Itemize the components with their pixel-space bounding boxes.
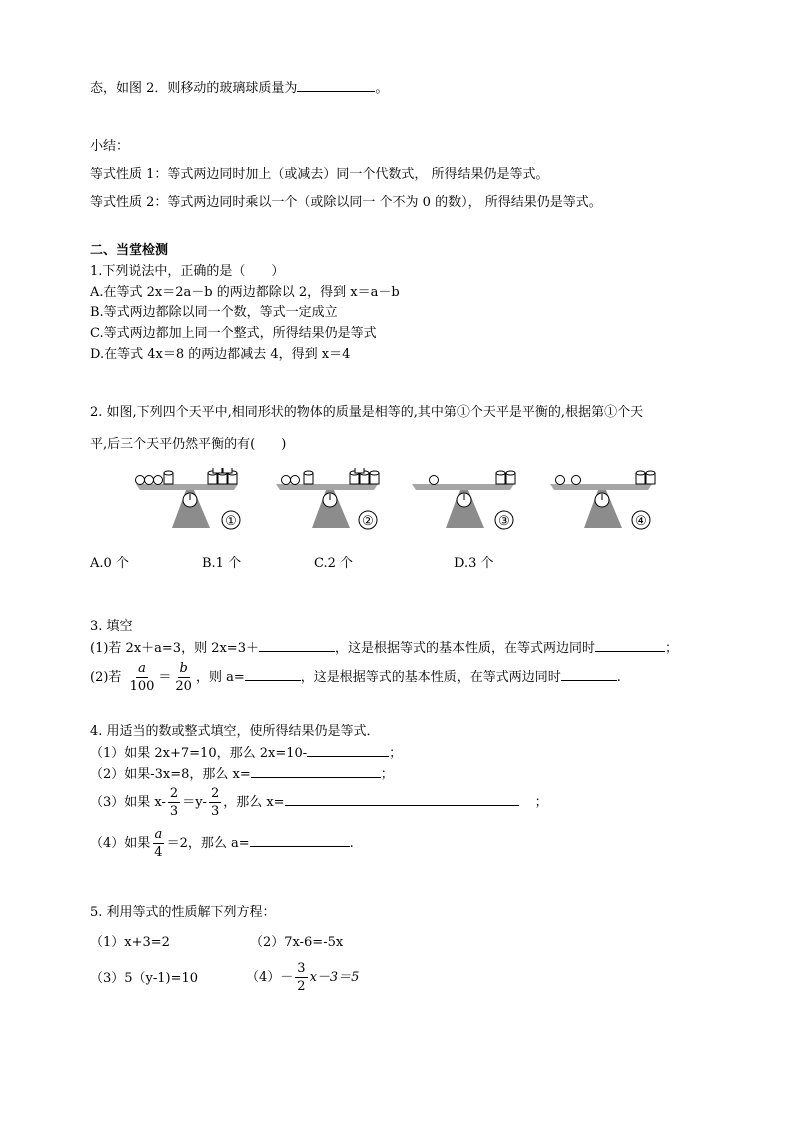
fraction-a-over-4: $\frac{a}{4}$	[154, 827, 163, 860]
q2-option-a: A.0 个	[90, 556, 129, 571]
q2-option-d: D.3 个	[454, 556, 494, 571]
q4-blank-2[interactable]	[251, 764, 381, 778]
q1-option-a: A.在等式 2x＝2a－b 的两边都除以 2，得到 x＝a－b	[90, 285, 400, 300]
q3-blank-4[interactable]	[561, 667, 617, 681]
balance-scale-4	[546, 468, 668, 532]
q4-part-3: （3）如果 x- $\frac{2}{3}$ ＝y- $\frac{2}{3}$ ，那么 x= ；	[90, 786, 548, 819]
q2-stem-line1: 2. 如图,下列四个天平中,相同形状的物体的质量是相等的,其中第①个天平是平衡的,根据第①个天	[90, 405, 644, 420]
q5-eq-3: （3）5（y-1)=10	[90, 971, 199, 986]
q4-part-2: （2）如果-3x=8，那么 x= ；	[90, 764, 394, 784]
fraction-2-over-3-b: $\frac{2}{3}$	[210, 786, 220, 819]
balance-scale-3	[408, 468, 530, 532]
fraction-3-over-2: $\frac{3}{2}$	[297, 961, 306, 994]
q3-part-2: (2)若 $\frac{a}{100}$ ＝ $\frac{b}{20}$ ，则 a= ，这是根据等式的基本性质，在等式两边同时 .	[90, 661, 621, 694]
balance-scale-2	[268, 468, 390, 532]
q4-title: 4. 用适当的数或整式填空，使所得结果仍是等式．	[90, 724, 380, 739]
property-1: 等式性质 1：等式两边同时加上（或减去）同一个代数式， 所得结果仍是等式。	[90, 167, 549, 182]
q3-blank-1[interactable]	[259, 638, 335, 652]
q4-part-1: （1）如果 2x+7=10，那么 2x=10- ；	[90, 743, 402, 763]
scale-label-2: ②	[362, 514, 374, 529]
q3-blank-2[interactable]	[595, 638, 665, 652]
q1-option-c: C.等式两边都加上同一个整式，所得结果仍是等式	[90, 326, 377, 341]
q5-title: 5. 利用等式的性质解下列方程：	[90, 905, 276, 920]
q5-eq-2: （2）7x-6=-5x	[250, 935, 344, 950]
scale-label-4: ④	[635, 514, 647, 529]
intro-line: 态，如图 2．则移动的玻璃球质量为 。	[90, 78, 388, 98]
q1-stem: 1.下列说法中，正确的是（ ）	[90, 264, 285, 279]
q1-option-d: D.在等式 4x＝8 的两边都减去 4，得到 x＝4	[90, 347, 351, 362]
section-title: 二、当堂检测	[90, 243, 169, 258]
q4-blank-4[interactable]	[250, 833, 350, 847]
scale-label-1: ①	[225, 514, 237, 529]
q4-blank-3[interactable]	[285, 792, 519, 806]
q3-part-1: (1)若 2x＋a=3，则 2x=3＋ ，这是根据等式的基本性质，在等式两边同时 ；	[90, 638, 678, 658]
fraction-2-over-3: $\frac{2}{3}$	[169, 786, 179, 819]
q4-part-4: （4）如果 $\frac{a}{4}$ ＝2，那么 a= .	[90, 827, 354, 860]
fraction-a-over-100: $\frac{a}{100}$	[129, 661, 155, 694]
answer-blank[interactable]	[297, 78, 375, 92]
q2-option-b: B.1 个	[202, 556, 242, 571]
q2-stem-line2: 平,后三个天平仍然平衡的有( )	[90, 437, 287, 452]
balance-scale-1	[128, 468, 250, 532]
summary-title: 小结：	[90, 139, 130, 154]
q5-eq-4: （4）－ $\frac{3}{2}$ x－3＝5	[246, 961, 360, 994]
q3-blank-3[interactable]	[245, 667, 301, 681]
q2-option-c: C.2 个	[314, 556, 354, 571]
property-2: 等式性质 2：等式两边同时乘以一个（或除以同一 个不为 0 的数）， 所得结果仍是等式。	[90, 195, 602, 210]
fraction-b-over-20: $\frac{b}{20}$	[175, 661, 192, 694]
scale-label-3: ③	[498, 514, 510, 529]
q1-option-b: B.等式两边都除以同一个数，等式一定成立	[90, 305, 338, 320]
q4-blank-1[interactable]	[307, 743, 389, 757]
q3-title: 3. 填空	[90, 619, 133, 634]
q5-eq-1: （1）x+3=2	[90, 935, 170, 950]
